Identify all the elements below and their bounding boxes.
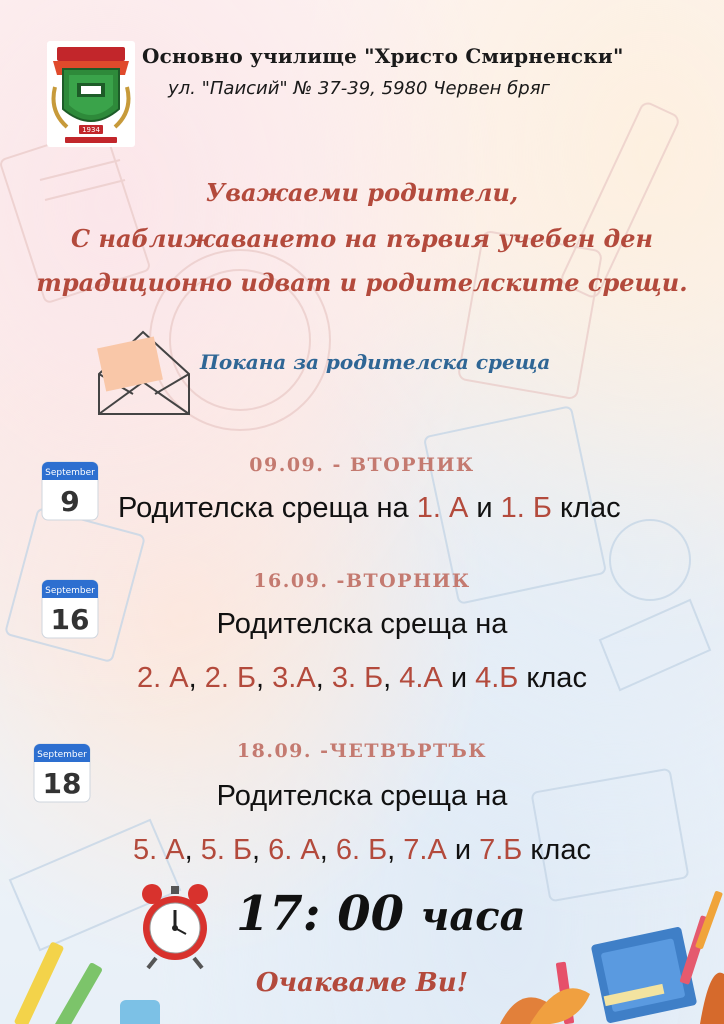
closing-message: Очакваме Ви! — [255, 968, 469, 998]
time-value: 17: 00 — [236, 886, 405, 942]
date-heading: 09.09. - ВТОРНИК — [249, 454, 475, 476]
alarm-clock-icon — [138, 880, 212, 970]
date-heading: 16.09. -ВТОРНИК — [253, 570, 471, 592]
calendar-month: September — [45, 468, 95, 478]
calendar-day: 9 — [60, 485, 80, 518]
date-heading: 18.09. -ЧЕТВЪРТЪК — [236, 740, 488, 762]
school-logo — [47, 41, 135, 147]
class-label: 1. Б — [500, 492, 552, 524]
meeting-classes: 2. А, 2. Б, 3.А, 3. Б, 4.А и 4.Б клас — [137, 662, 587, 694]
meeting-time — [236, 886, 526, 942]
intro-greeting: Уважаеми родители, — [205, 178, 519, 207]
calendar-month: September — [37, 750, 87, 760]
calendar-day: 16 — [50, 603, 90, 636]
time-unit: часа — [420, 893, 526, 940]
meeting-line: Родителска среща на — [216, 780, 508, 812]
invitation-title: Покана за родителска среща — [200, 350, 551, 374]
school-address: ул. "Паисий" № 37-39, 5980 Червен бряг — [168, 78, 550, 99]
calendar-day: 18 — [42, 767, 82, 800]
meeting-classes: 5. А, 5. Б, 6. А, 6. Б, 7.А и 7.Б клас — [133, 834, 591, 866]
school-name: Основно училище "Христо Смирненски" — [142, 44, 624, 68]
meeting-line: Родителска среща на 1. А и 1. Б клас — [118, 492, 621, 524]
envelope-icon — [93, 322, 195, 422]
class-label: 1. А — [416, 492, 469, 524]
intro-line-2: С наближаването на първия учебен ден — [70, 224, 653, 253]
meeting-line: Родителска среща на — [216, 608, 508, 640]
intro-line-3: традиционно идват и родителските срещи. — [36, 268, 688, 297]
calendar-month: September — [45, 586, 95, 596]
logo-year: 1934 — [82, 126, 100, 134]
